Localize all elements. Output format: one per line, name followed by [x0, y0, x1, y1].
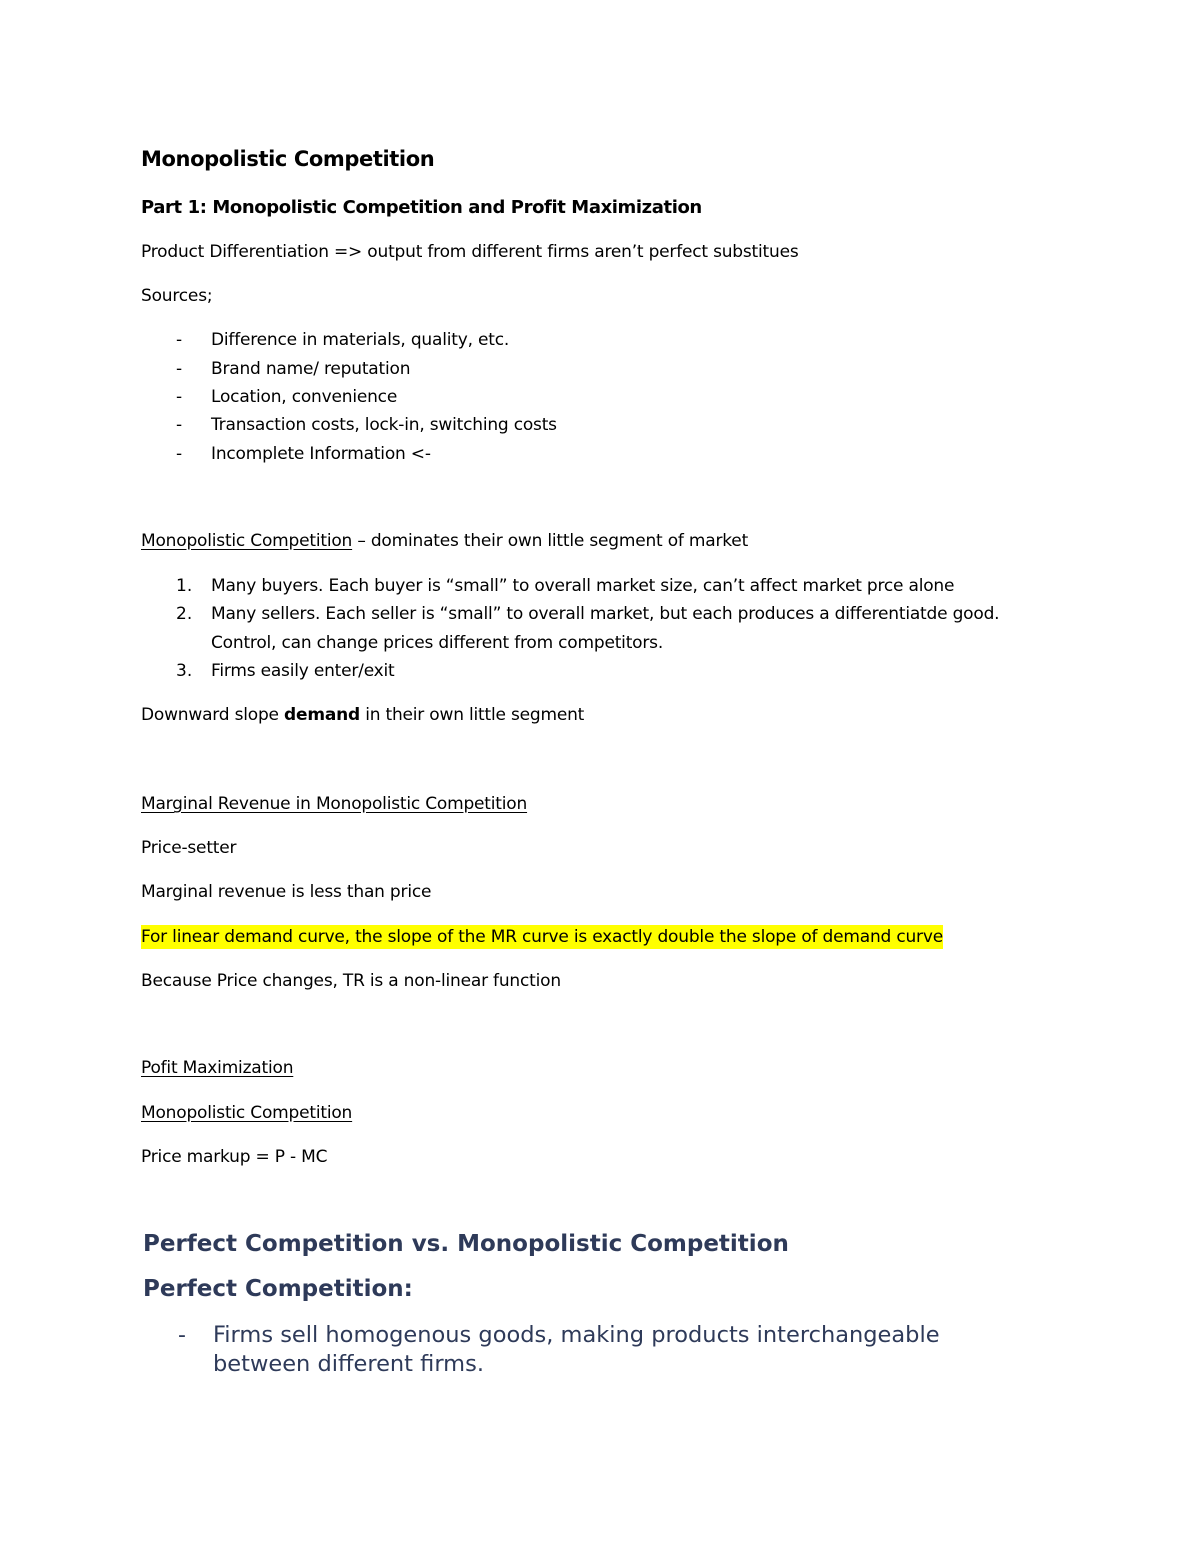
downward-post: in their own little segment: [359, 705, 585, 725]
list-bullet: -: [176, 387, 183, 407]
pc-vs-mc-heading: Perfect Competition vs. Monopolistic Competition: [143, 1231, 789, 1257]
list-item: Brand name/ reputation: [211, 359, 411, 379]
list-item: Firms easily enter/exit: [211, 661, 395, 681]
mc-heading-2: Monopolistic Competition: [141, 1103, 353, 1123]
mr-less-text: Marginal revenue is less than price: [141, 882, 432, 902]
list-number: 2.: [176, 604, 193, 624]
list-item: Incomplete Information <-: [211, 444, 431, 464]
list-item-continuation: Control, can change prices different from competitors.: [211, 633, 664, 653]
list-item: Transaction costs, lock-in, switching costs: [211, 415, 557, 435]
list-bullet: -: [178, 1323, 186, 1348]
list-item: Many sellers. Each seller is “small” to overall market, but each produces a differentiatde good.: [211, 604, 1000, 624]
list-item: Location, convenience: [211, 387, 398, 407]
highlighted-text: [141, 926, 943, 948]
mc-term-rest: – dominates their own little segment of market: [352, 531, 749, 551]
document-title: Monopolistic Competition: [141, 147, 435, 171]
mr-heading: Marginal Revenue in Monopolistic Competition: [141, 794, 528, 814]
pc-heading: Perfect Competition:: [143, 1276, 413, 1302]
list-bullet: -: [176, 415, 183, 435]
highlight-span: For linear demand curve, the slope of the MR curve is exactly double the slope of demand curve: [141, 927, 943, 947]
pofit-heading: Pofit Maximization: [141, 1058, 294, 1078]
downward-slope-text: [141, 704, 584, 726]
price-setter-text: Price-setter: [141, 838, 237, 858]
list-item: Many buyers. Each buyer is “small” to overall market size, can’t affect market prce alone: [211, 576, 955, 596]
mc-term: Monopolistic Competition: [141, 531, 353, 551]
list-bullet: -: [176, 330, 183, 350]
downward-pre: Downward slope: [141, 705, 285, 725]
list-bullet: -: [176, 444, 183, 464]
markup-text: Price markup = P - MC: [141, 1147, 328, 1167]
product-differentiation-text: Product Differentiation => output from different firms aren’t perfect substitues: [141, 242, 799, 262]
sources-label: Sources;: [141, 286, 213, 306]
pc-list-item: Firms sell homogenous goods, making products interchangeable between different firms.: [213, 1322, 940, 1377]
list-item: Difference in materials, quality, etc.: [211, 330, 510, 350]
list-number: 1.: [176, 576, 193, 596]
list-number: 3.: [176, 661, 193, 681]
mc-definition: [141, 530, 748, 552]
tr-nonlinear-text: Because Price changes, TR is a non-linear function: [141, 971, 561, 991]
downward-bold: demand: [284, 705, 360, 725]
list-bullet: -: [176, 359, 183, 379]
part1-heading: Part 1: Monopolistic Competition and Profit Maximization: [141, 197, 702, 218]
